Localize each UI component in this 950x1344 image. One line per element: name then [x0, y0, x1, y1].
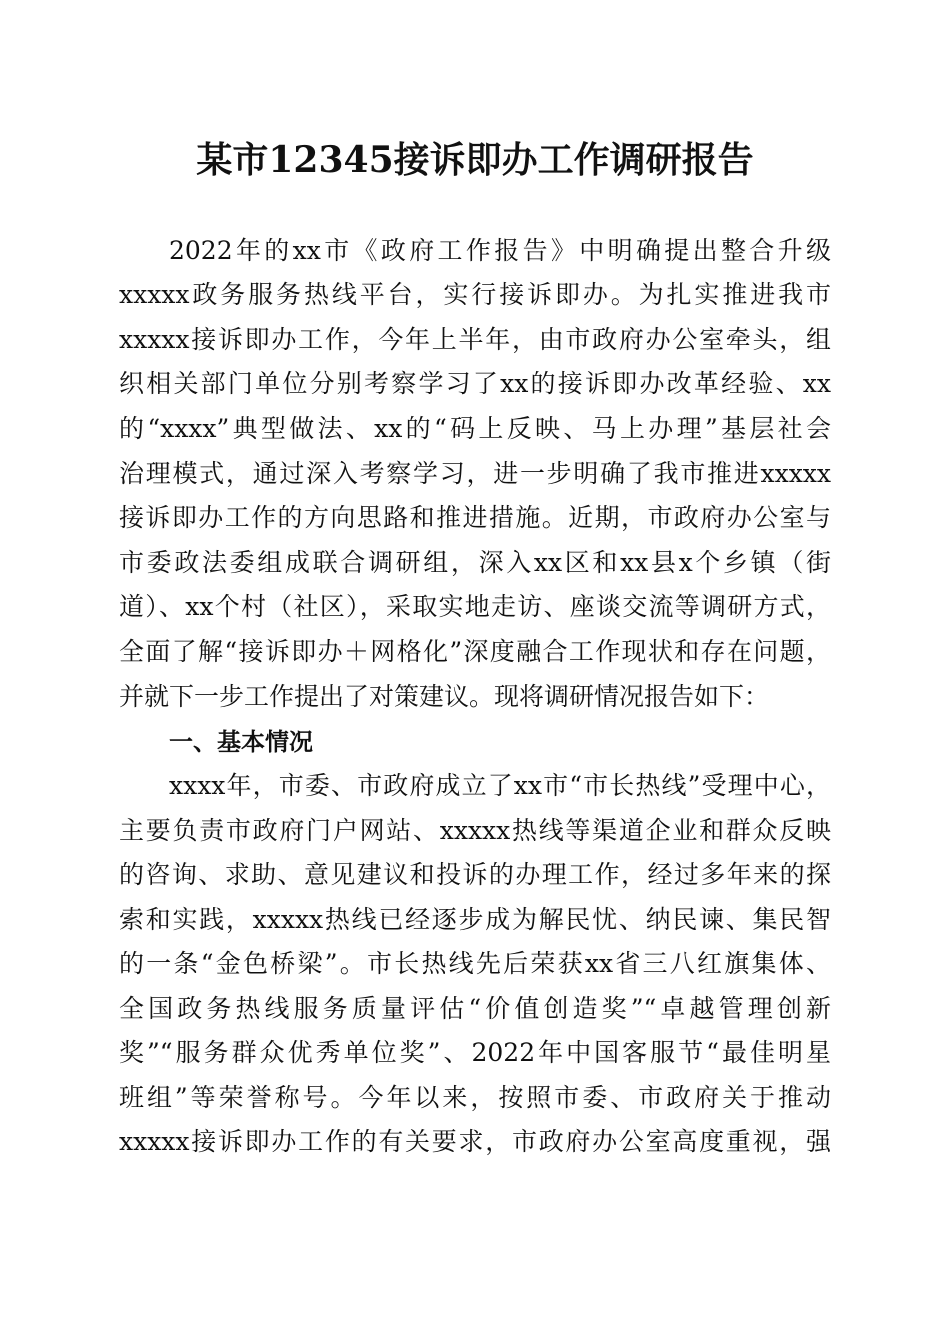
- paragraph-line: 治理模式，通过深入考察学习，进一步明确了我市推进xxxxx: [119, 459, 831, 488]
- paragraph-line: xxxx年，市委、市政府成立了xx市“市长热线”受理中心，: [169, 771, 831, 800]
- paragraph-line: 2022年的xx市《政府工作报告》中明确提出整合升级: [169, 236, 831, 265]
- paragraph-line: 的咨询、求助、意见建议和投诉的办理工作，经过多年来的探: [119, 860, 831, 889]
- paragraph-line: 并就下一步工作提出了对策建议。现将调研情况报告如下：: [119, 682, 770, 711]
- paragraph-line: xxxxx接诉即办工作的有关要求，市政府办公室高度重视，强: [119, 1127, 831, 1156]
- paragraph-line: 奖”“服务群众优秀单位奖”、2022年中国客服节“最佳明星: [119, 1038, 831, 1067]
- paragraph-line: 道）、xx个村（社区），采取实地走访、座谈交流等调研方式，: [119, 592, 831, 621]
- document-title: 某市12345接诉即办工作调研报告: [196, 139, 754, 181]
- paragraph-line: 索和实践，xxxxx热线已经逐步成为解民忧、纳民谏、集民智: [119, 905, 831, 934]
- paragraph-line: 的一条“金色桥梁”。市长热线先后荣获xx省三八红旗集体、: [119, 949, 831, 978]
- paragraph-line: 织相关部门单位分别考察学习了xx的接诉即办改革经验、xx: [119, 369, 831, 398]
- paragraph-line: 接诉即办工作的方向思路和推进措施。近期，市政府办公室与: [119, 503, 831, 532]
- paragraph-line: 的“xxxx”典型做法、xx的“码上反映、马上办理”基层社会: [119, 414, 831, 443]
- paragraph-line: 班组”等荣誉称号。今年以来，按照市委、市政府关于推动: [119, 1083, 831, 1112]
- paragraph-line: 市委政法委组成联合调研组，深入xx区和xx县x个乡镇（街: [119, 548, 831, 577]
- paragraph-line: xxxxx接诉即办工作，今年上半年，由市政府办公室牵头，组: [119, 325, 831, 354]
- paragraph-line: 全面了解“接诉即办＋网格化”深度融合工作现状和存在问题，: [119, 637, 831, 666]
- paragraph-line: xxxxx政务服务热线平台，实行接诉即办。为扎实推进我市: [119, 280, 831, 309]
- paragraph-line: 全国政务热线服务质量评估“价值创造奖”“卓越管理创新: [119, 994, 831, 1023]
- section-heading: 一、基本情况: [169, 728, 313, 756]
- paragraph-line: 主要负责市政府门户网站、xxxxx热线等渠道企业和群众反映: [119, 816, 831, 845]
